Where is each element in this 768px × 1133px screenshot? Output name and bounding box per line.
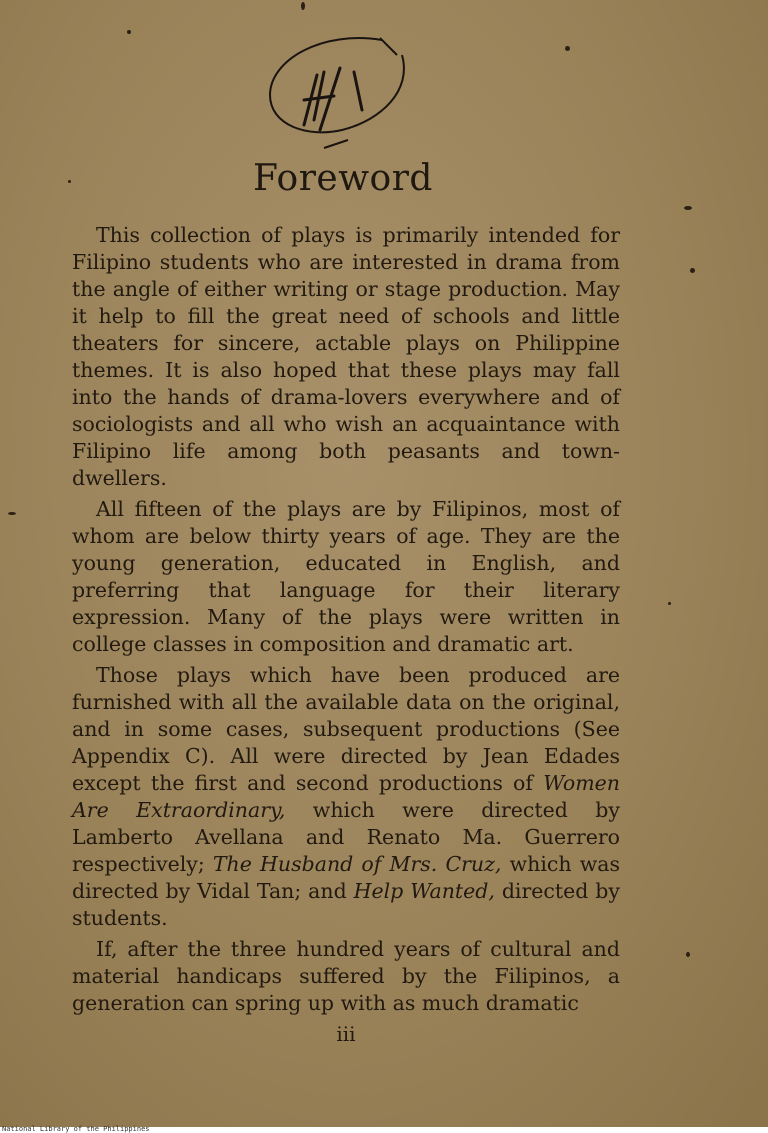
paragraph-3-text: which were directed by Lamberto Avellana and Renato Ma. Guerrero respectively;	[72, 798, 620, 876]
ink-speck	[127, 30, 131, 34]
page-number: iii	[336, 1022, 356, 1046]
paragraph-4: If, after the three hundred years of cultural and material handicaps suffered by the Filipinos, a generation can spring up with as much dramatic	[72, 937, 620, 1015]
foreword-body	[72, 222, 620, 1021]
ink-speck	[686, 952, 690, 957]
ink-speck	[690, 268, 695, 273]
paragraph-3-text: which was directed by Vidal Tan; and	[72, 852, 620, 903]
handwritten-annotation	[262, 30, 422, 160]
paragraph-3	[72, 662, 620, 932]
page-title: Foreword	[253, 158, 433, 199]
play-title-help-wanted: Help Wanted,	[353, 879, 495, 903]
ink-speck	[565, 46, 570, 51]
ink-speck	[8, 512, 16, 515]
paragraph-1: This collection of plays is primarily intended for Filipino students who are interested in drama from the angle of either writing or stage production. May it help to fill the great need of schools and little theaters for sincere, actable plays on Philippine themes. It is also hoped that these plays may fall into the hands of drama-lovers everywhere and of sociologists and all who wish an acquaintance with Filipino life among both peasants and town-dwellers.	[72, 223, 620, 490]
paragraph-3-text: Those plays which have been produced are furnished with all the available data on the original, and in some cases, subsequent productions (See Appendix C). All were directed by Jean Edades except the first and second productions of	[72, 663, 620, 795]
paragraph-2: All fifteen of the plays are by Filipinos, most of whom are below thirty years of age. They are the young generation, educated in English, and preferring that language for their literary expression. Many of the plays were written in college classes in composition and dramatic art.	[72, 497, 620, 656]
paragraph-3-text: directed by students.	[72, 879, 620, 930]
ink-speck	[684, 206, 692, 210]
play-title-husband-of-mrs-cruz: The Husband of Mrs. Cruz,	[212, 852, 502, 876]
ink-speck	[301, 2, 305, 10]
play-title-women-are-extraordinary: Women Are Extraordinary,	[72, 771, 620, 822]
ink-speck	[668, 602, 671, 605]
footer-credit: National Library of the Philippines	[2, 1125, 150, 1133]
